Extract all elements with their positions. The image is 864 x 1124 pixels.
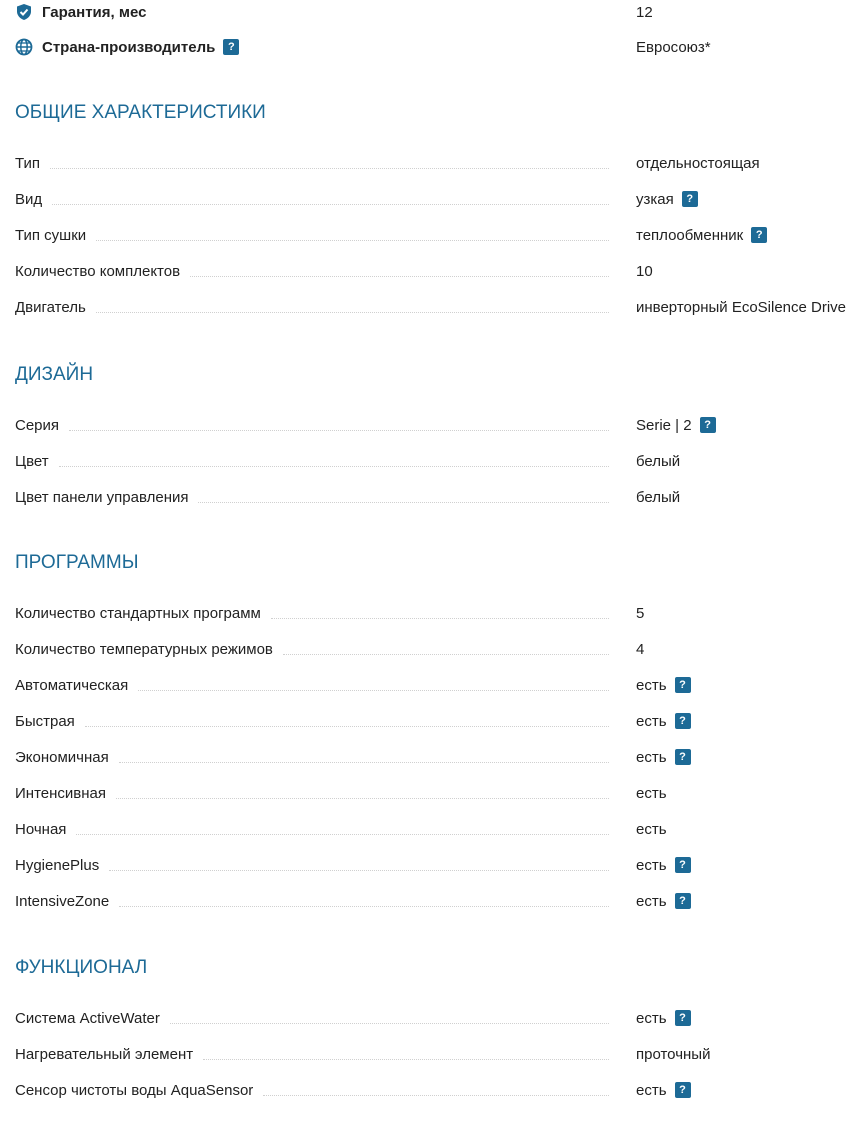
dotted-leader	[96, 312, 609, 313]
globe-icon	[15, 38, 33, 56]
dotted-leader	[263, 1095, 609, 1096]
spec-value: 4	[636, 640, 645, 658]
dotted-leader	[198, 502, 609, 503]
spec-row	[15, 1042, 864, 1066]
spec-row	[15, 295, 864, 319]
spec-value-cell	[636, 713, 691, 730]
dotted-leader	[59, 466, 609, 467]
spec-value-cell	[636, 641, 644, 658]
spec-label-cell	[15, 453, 621, 470]
spec-row	[15, 0, 864, 24]
spec-value-cell	[636, 155, 760, 172]
spec-row	[15, 601, 864, 625]
help-icon[interactable]: ?	[675, 749, 691, 765]
spec-value: есть	[636, 676, 667, 694]
dotted-leader	[96, 240, 609, 241]
dotted-leader	[283, 654, 609, 655]
spec-row	[15, 889, 864, 913]
spec-label: Количество комплектов	[15, 262, 181, 280]
dotted-leader	[85, 726, 609, 727]
spec-value-cell	[636, 893, 691, 910]
spec-value-cell	[636, 677, 691, 694]
spec-value-cell	[636, 4, 653, 21]
section-title: ДИЗАЙН	[15, 364, 94, 385]
spec-row	[15, 637, 864, 661]
help-icon[interactable]: ?	[675, 857, 691, 873]
spec-label-cell	[15, 1082, 621, 1099]
dotted-leader	[190, 276, 609, 277]
spec-value-cell	[636, 749, 691, 766]
spec-label-cell	[15, 641, 621, 658]
spec-row	[15, 223, 864, 247]
spec-row	[15, 1006, 864, 1030]
shield-check-icon	[15, 3, 33, 21]
dotted-leader	[119, 762, 609, 763]
spec-row	[15, 187, 864, 211]
spec-label-cell	[15, 893, 621, 910]
help-icon[interactable]: ?	[675, 1082, 691, 1098]
spec-label: Цвет	[15, 452, 49, 470]
spec-row	[15, 853, 864, 877]
spec-label-cell	[15, 713, 621, 730]
dotted-leader	[116, 798, 609, 799]
spec-row	[15, 35, 864, 59]
spec-row	[15, 259, 864, 283]
dotted-leader	[109, 870, 609, 871]
spec-label: Страна-производитель	[42, 38, 216, 56]
spec-label-cell	[15, 821, 621, 838]
spec-label-cell	[15, 605, 621, 622]
spec-row	[15, 151, 864, 175]
spec-value-cell	[636, 453, 680, 470]
spec-label: Вид	[15, 190, 43, 208]
spec-value: отдельностоящая	[636, 154, 760, 172]
spec-value: Serie | 2	[636, 416, 692, 434]
spec-value: белый	[636, 452, 681, 470]
spec-label: IntensiveZone	[15, 892, 110, 910]
spec-label: Гарантия, мес	[42, 3, 147, 21]
spec-row	[15, 781, 864, 805]
spec-label: Интенсивная	[15, 784, 106, 802]
spec-label: Цвет панели управления	[15, 488, 189, 506]
spec-label-cell	[15, 857, 621, 874]
dotted-leader	[170, 1023, 609, 1024]
dotted-leader	[271, 618, 609, 619]
spec-label-cell	[15, 38, 621, 56]
section-title: ОБЩИЕ ХАРАКТЕРИСТИКИ	[15, 102, 266, 123]
spec-value-cell	[636, 191, 698, 208]
spec-row	[15, 485, 864, 509]
spec-label: Ночная	[15, 820, 67, 838]
help-icon[interactable]: ?	[675, 893, 691, 909]
spec-value-cell	[636, 785, 667, 802]
spec-value-cell	[636, 227, 767, 244]
spec-label: Нагревательный элемент	[15, 1045, 194, 1063]
spec-label-cell	[15, 155, 621, 172]
spec-label: Количество температурных режимов	[15, 640, 273, 658]
spec-row	[15, 745, 864, 769]
spec-value-cell	[636, 1010, 691, 1027]
spec-value: 12	[636, 3, 653, 21]
spec-value: есть	[636, 748, 667, 766]
dotted-leader	[119, 906, 609, 907]
help-icon[interactable]: ?	[751, 227, 767, 243]
spec-label: HygienePlus	[15, 856, 100, 874]
spec-value: проточный	[636, 1045, 711, 1063]
spec-value: есть	[636, 712, 667, 730]
spec-value-cell	[636, 299, 846, 316]
spec-label-cell	[15, 417, 621, 434]
spec-label: Сенсор чистоты воды AquaSensor	[15, 1081, 254, 1099]
spec-value: есть	[636, 856, 667, 874]
spec-label: Быстрая	[15, 712, 75, 730]
spec-value-cell	[636, 605, 644, 622]
spec-label-cell	[15, 191, 621, 208]
spec-label: Экономичная	[15, 748, 109, 766]
spec-value: есть	[636, 892, 667, 910]
spec-label-cell	[15, 489, 621, 506]
spec-value: 5	[636, 604, 645, 622]
spec-value: есть	[636, 1009, 667, 1027]
spec-value: узкая	[636, 190, 674, 208]
dotted-leader	[50, 168, 609, 169]
spec-value-cell	[636, 1046, 710, 1063]
spec-label: Количество стандартных программ	[15, 604, 261, 622]
spec-row	[15, 449, 864, 473]
spec-row	[15, 817, 864, 841]
section-title: ФУНКЦИОНАЛ	[15, 957, 148, 978]
spec-label-cell	[15, 299, 621, 316]
spec-label-cell	[15, 3, 621, 21]
spec-value-cell	[636, 263, 653, 280]
spec-value-cell	[636, 1082, 691, 1099]
spec-label-cell	[15, 677, 621, 694]
spec-label-cell	[15, 1046, 621, 1063]
dotted-leader	[76, 834, 609, 835]
dotted-leader	[52, 204, 609, 205]
spec-label-cell	[15, 785, 621, 802]
spec-label-cell	[15, 227, 621, 244]
spec-value-cell	[636, 417, 716, 434]
spec-value: есть	[636, 1081, 667, 1099]
spec-value-cell	[636, 857, 691, 874]
spec-label: Серия	[15, 416, 60, 434]
spec-value: есть	[636, 784, 667, 802]
help-icon[interactable]: ?	[682, 191, 698, 207]
spec-row	[15, 413, 864, 437]
spec-label: Тип	[15, 154, 41, 172]
spec-value-cell	[636, 39, 711, 56]
spec-value-cell	[636, 821, 667, 838]
spec-label-cell	[15, 749, 621, 766]
help-icon[interactable]: ?	[223, 39, 239, 55]
dotted-leader	[69, 430, 609, 431]
spec-label-cell	[15, 263, 621, 280]
spec-row	[15, 673, 864, 697]
spec-label: Двигатель	[15, 298, 86, 316]
help-icon[interactable]: ?	[675, 713, 691, 729]
help-icon[interactable]: ?	[675, 677, 691, 693]
dotted-leader	[203, 1059, 609, 1060]
spec-label-cell	[15, 1010, 621, 1027]
spec-value: Евросоюз*	[636, 38, 711, 56]
spec-value: инверторный EcoSilence Drive	[636, 298, 847, 316]
spec-label: Автоматическая	[15, 676, 129, 694]
section-title: ПРОГРАММЫ	[15, 552, 139, 573]
spec-value: есть	[636, 820, 667, 838]
help-icon[interactable]: ?	[700, 417, 716, 433]
spec-row	[15, 1078, 864, 1102]
spec-value: теплообменник	[636, 226, 744, 244]
spec-value: 10	[636, 262, 653, 280]
spec-label: Тип сушки	[15, 226, 87, 244]
dotted-leader	[138, 690, 609, 691]
spec-row	[15, 709, 864, 733]
spec-label: Система ActiveWater	[15, 1009, 160, 1027]
help-icon[interactable]: ?	[675, 1010, 691, 1026]
spec-value: белый	[636, 488, 681, 506]
spec-value-cell	[636, 489, 680, 506]
